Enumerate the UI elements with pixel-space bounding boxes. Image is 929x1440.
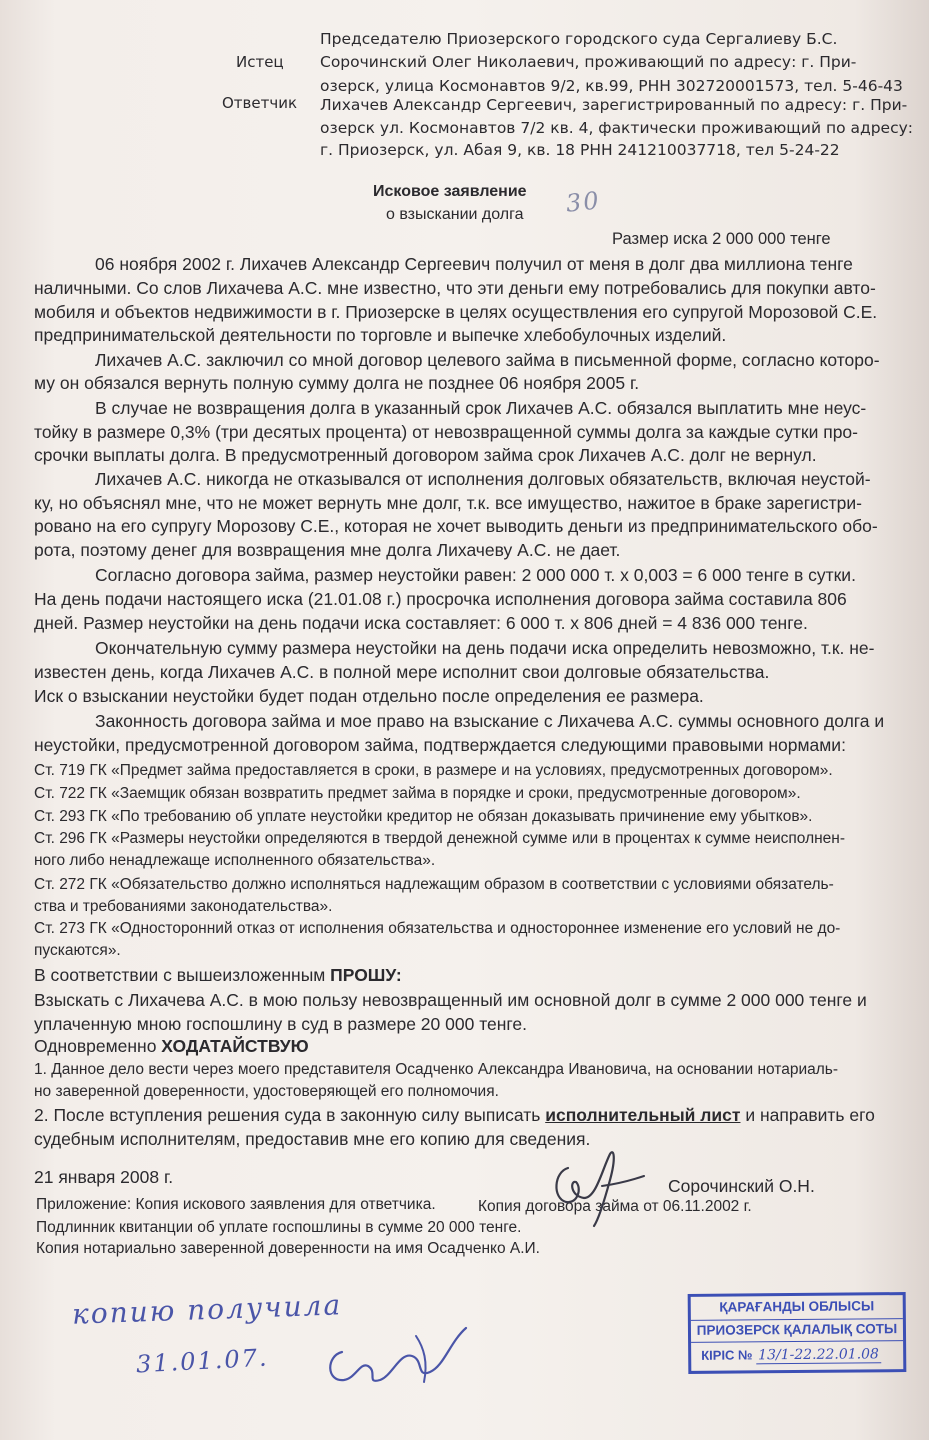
request-intro-text: В соответствии с вышеизложенным [34, 965, 331, 985]
motion-keyword: ХОДАТАЙСТВУЮ [161, 1036, 309, 1056]
signer-name: Сорочинский О.Н. [668, 1176, 815, 1196]
motion-intro-text: Одновременно [34, 1036, 162, 1056]
motion-item: 1. Данное дело вести через моего представителя Осадченко Александра Ивановича, на основании нотариаль- [34, 1061, 839, 1078]
motion-intro [34, 1036, 309, 1057]
body-line: На день подачи настоящего иска (21.01.08 г.) просрочка исполнения договора займа составила 806 [34, 589, 847, 609]
motion-item2-text-end: и направить его [740, 1105, 875, 1125]
handwritten-receipt-date: 31.01.07. [135, 1343, 270, 1379]
law-citation: Ст. 296 ГК «Размеры неустойки определяются в твердой денежной сумме или в процентах к сумме неисполнен- [34, 830, 846, 847]
body-line: известен день, когда Лихачев А.С. в полной мере исполнит свои долговые обязательства. [34, 662, 770, 682]
law-citation: пускаются». [34, 942, 121, 959]
law-citation: Ст. 272 ГК «Обязательство должно исполняться надлежащим образом в соответствии с условиями обязатель- [34, 876, 834, 893]
stamp-line: ҚАРАҒАНДЫ ОБЛЫСЫ [719, 1298, 875, 1315]
body-line: Иск о взыскании неустойки будет подан отдельно после определения ее размера. [34, 686, 704, 706]
body-line: Согласно договора займа, размер неустойки равен: 2 000 000 т. х 0,003 = 6 000 тенге в сутки. [95, 565, 856, 585]
plaintiff-line: озерск, улица Космонавтов 9/2, кв.99, РНН 302720001573, тел. 5-46-43 [320, 77, 903, 95]
handwritten-number: 30 [564, 186, 602, 218]
body-line: Лихачев А.С. заключил со мной договор целевого займа в письменной форме, согласно которо- [95, 350, 880, 370]
body-line: срочки выплаты долга. В предусмотренный договором займа срок Лихачев А.С. долг не вернул. [34, 445, 817, 465]
body-line: наличными. Со слов Лихачева А.С. мне известно, что эти деньги ему потребовались для покупки авто- [34, 278, 876, 298]
attachment-line: Подлинник квитанции об уплате госпошлины в сумме 20 000 тенге. [36, 1219, 522, 1236]
stamp-reg-number: 13/1-22.22.01.08 [756, 1346, 881, 1364]
request-line: Взыскать с Лихачева А.С. в мою пользу невозвращенный им основной долг в сумме 2 000 000 тенге и [34, 990, 867, 1010]
court-stamp [688, 1292, 907, 1374]
document-title: Исковое заявление [373, 183, 527, 200]
defendant-line: Лихачев Александр Сергеевич, зарегистрированный по адресу: г. При- [320, 96, 908, 114]
body-line: му он обязался вернуть полную сумму долга не позднее 06 ноября 2005 г. [34, 373, 640, 393]
addressee: Председателю Приозерского городского суда Сергалиеву Б.С. [320, 30, 838, 48]
document-date: 21 января 2008 г. [34, 1167, 174, 1187]
body-line: Лихачев А.С. никогда не отказывался от исполнения долговых обязательств, включая неустой- [95, 469, 871, 489]
enforcement-order-text: исполнительный лист [545, 1105, 741, 1125]
receipt-signature [320, 1322, 480, 1392]
body-line: рота, поэтому денег для возвращения мне долга Лихачеву А.С. не дает. [34, 540, 621, 560]
body-line: мобиля и объектов недвижимости в г. Приозерске в целях осуществления его супругой Морозовой С.Е. [34, 302, 878, 322]
plaintiff-signature [540, 1140, 650, 1230]
body-line: дней. Размер неустойки на день подачи иска составляет: 6 000 т. х 806 дней = 4 836 000 тенге. [34, 613, 808, 633]
law-citation: Ст. 293 ГК «По требованию об уплате неустойки кредитор не обязан доказывать причинение ему убытков». [34, 808, 813, 825]
attachment-line: Копия договора займа от 06.11.2002 г. [478, 1198, 752, 1215]
law-citation: ства и требованиями законодательства». [34, 898, 333, 915]
defendant-line: озерск ул. Космонавтов 7/2 кв. 4, фактически проживающий по адресу: [320, 119, 914, 137]
plaintiff-line: Сорочинский Олег Николаевич, проживающий по адресу: г. При- [320, 53, 857, 71]
body-line: Окончательную сумму размера неустойки на день подачи иска определить невозможно, т.к. не- [95, 638, 875, 658]
body-line: неустойки, предусмотренной договором займа, подтверждается следующими правовыми нормами: [34, 735, 846, 755]
attachment-line: Приложение: Копия искового заявления для ответчика. [36, 1196, 436, 1213]
body-line: В случае не возвращения долга в указанный срок Лихачев А.С. обязался выплатить мне неус- [95, 398, 867, 418]
motion-item: но заверенной доверенности, удостоверяющей его полномочия. [34, 1083, 499, 1100]
law-citation: ного либо ненадлежаще исполненного обязательства». [34, 852, 436, 869]
body-line: предпринимательской деятельности по торговле и выпечке хлебобулочных изделий. [34, 325, 727, 345]
motion-item [34, 1105, 875, 1126]
law-citation: Ст. 722 ГК «Заемщик обязан возвратить предмет займа в порядке и сроки, предусмотренные договором». [34, 785, 801, 802]
stamp-reg-label: КІРІС № [701, 1347, 753, 1363]
stamp-registration [691, 1340, 903, 1364]
plaintiff-label: Истец [236, 53, 284, 71]
law-citation: Ст. 719 ГК «Предмет займа предоставляется в сроки, в размере и на условиях, предусмотренных договором». [34, 762, 833, 779]
body-line: ку, но объяснял мне, что не может вернуть мне долг, т.к. все имущество, нажитое в браке зарегистри- [34, 493, 863, 513]
body-line: 06 ноября 2002 г. Лихачев Александр Сергеевич получил от меня в долг два миллиона тенге [95, 254, 853, 274]
body-line: Законность договора займа и мое право на взыскание с Лихачева А.С. суммы основного долга и [95, 711, 885, 731]
request-keyword: ПРОШУ: [330, 965, 402, 985]
handwritten-receipt-note: копию получила [71, 1288, 343, 1331]
claim-amount: Размер иска 2 000 000 тенге [612, 230, 831, 248]
request-intro [34, 965, 402, 986]
body-line: ровано на его супругу Морозову С.Е., которая не хочет выводить деньги из предпринимательского обо- [34, 516, 878, 536]
law-citation: Ст. 273 ГК «Односторонний отказ от исполнения обязательства и одностороннее изменение его условий не до- [34, 920, 841, 937]
document-subtitle: о взыскании долга [386, 206, 524, 223]
defendant-label: Ответчик [222, 94, 298, 112]
body-line: тойку в размере 0,3% (три десятых процента) от невозвращенной суммы долга за каждые сутки про- [34, 422, 858, 442]
motion-item2-text: 2. После вступления решения суда в законную силу выписать [34, 1105, 546, 1125]
motion-item: судебным исполнителям, предоставив мне его копию для сведения. [34, 1129, 591, 1149]
attachment-line: Копия нотариально заверенной доверенности на имя Осадченко А.И. [36, 1240, 540, 1257]
stamp-line: ПРИОЗЕРСК ҚАЛАЛЫҚ СОТЫ [691, 1318, 903, 1338]
request-line: уплаченную мною госпошлину в суд в размере 20 000 тенге. [34, 1014, 527, 1034]
defendant-line: г. Приозерск, ул. Абая 9, кв. 18 РНН 241210037718, тел 5-24-22 [320, 141, 840, 159]
